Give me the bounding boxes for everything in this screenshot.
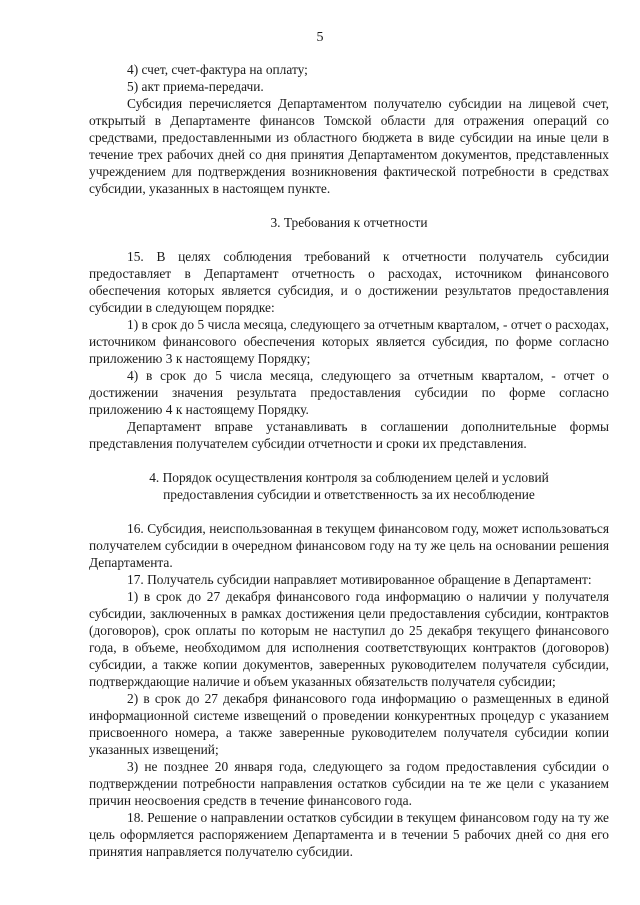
- text-line: субсидии, а также копии документов, заверенных руководителем получателя субсидии,: [89, 657, 609, 672]
- section-heading-4: [89, 469, 609, 503]
- text-line: 1) в срок до 27 декабря финансового года информацию о наличии у получателя: [127, 589, 609, 604]
- list-item-4: 4) счет, счет-фактура на оплату;: [127, 62, 308, 77]
- text-line: Департамента.: [89, 555, 173, 570]
- text-line: Департамент вправе устанавливать в соглашении дополнительные формы: [127, 419, 609, 434]
- document-body: [89, 61, 609, 860]
- paragraph-subsidy-transfer: [89, 95, 609, 197]
- text-line: присвоенного номера, а также заверенные руководителем получателя субсидии копии: [89, 725, 609, 740]
- paragraph-15-item-1: [89, 316, 609, 367]
- page-number: 5: [316, 30, 324, 45]
- text-line: достижении значения результата предоставления субсидии по форме согласно: [89, 385, 609, 400]
- text-line: открытый в Департаменте финансов Томской области для отражения операций со: [89, 113, 609, 128]
- text-line: года, в объеме, необходимом для исполнения соответствующих контрактов (договоров): [89, 640, 609, 655]
- paragraph-16: [89, 520, 609, 571]
- text-line: источником финансового обеспечения которых является субсидия, по форме согласно: [89, 334, 609, 349]
- text-line: указанных извещений;: [89, 742, 219, 757]
- paragraph-18: [89, 809, 609, 860]
- text-line: подтверждении потребности направления остатков субсидии на те же цели с указанием: [89, 776, 609, 791]
- text-line: 4) в срок до 5 числа месяца, следующего за отчетным кварталом, - отчет о: [127, 368, 609, 383]
- text-line: субсидии, указанных в настоящем пункте.: [89, 181, 331, 196]
- paragraph-15-department: [89, 418, 609, 452]
- text-line: субсидии в следующем порядке:: [89, 300, 275, 315]
- text-line: 2) в срок до 27 декабря финансового года информацию о размещенных в единой: [127, 691, 609, 706]
- text-line: предоставляет в Департамент отчетность о расходах, источником финансового: [89, 266, 609, 281]
- text-line: 15. В целях соблюдения требований к отчетности получатель субсидии: [127, 249, 609, 264]
- text-line: течение трех рабочих дней со дня принятия Департаментом документов, представленных: [89, 147, 609, 162]
- heading-line: предоставления субсидии и ответственность за их несоблюдение: [163, 487, 535, 502]
- section-heading-3: 3. Требования к отчетности: [270, 215, 428, 230]
- paragraph-15-item-4: [89, 367, 609, 418]
- text-line: информационной системе извещений о проведении конкурентных процедур с указанием: [89, 708, 609, 723]
- paragraph-17: 17. Получатель субсидии направляет мотивированное обращение в Департамент:: [127, 572, 592, 587]
- text-line: представления получателем субсидии отчетности и сроки их представления.: [89, 436, 527, 451]
- heading-line: 4. Порядок осуществления контроля за соблюдением целей и условий: [149, 470, 549, 485]
- list-item-5: 5) акт приема-передачи.: [127, 79, 264, 94]
- paragraph-17-item-1: [89, 588, 609, 690]
- text-line: цель оформляется распоряжением Департамента и в течении 5 рабочих дней со дня его: [89, 827, 609, 842]
- text-line: 1) в срок до 5 числа месяца, следующего за отчетным кварталом, - отчет о расходах,: [127, 317, 609, 332]
- text-line: 3) не позднее 20 января года, следующего за годом предоставления субсидии о: [127, 759, 609, 774]
- text-line: субсидии, заключенных в рамках достижения цели предоставления субсидии, контрактов: [89, 606, 609, 621]
- text-line: (договоров), срок оплаты по которым не наступил до 25 декабря текущего финансового: [89, 623, 609, 638]
- text-line: 18. Решение о направлении остатков субсидии в текущем финансовом году на ту же: [127, 810, 609, 825]
- text-line: получателем субсидии в очередном финансовом году на ту же цель на основании решения: [89, 538, 609, 553]
- text-line: причин неосвоения средств в течение финансового года.: [89, 793, 412, 808]
- text-line: Субсидия перечисляется Департаментом получателю субсидии на лицевой счет,: [127, 96, 609, 111]
- paragraph-17-item-2: [89, 690, 609, 758]
- text-line: подтверждающие наличие и объем указанных обязательств получателя субсидии;: [89, 674, 556, 689]
- text-line: средствами, предоставленными из областного бюджета в виде субсидии на иные цели в: [89, 130, 609, 145]
- text-line: 16. Субсидия, неиспользованная в текущем финансовом году, может использоваться: [127, 521, 609, 536]
- paragraph-17-item-3: [89, 758, 609, 809]
- text-line: приложению 4 к настоящему Порядку.: [89, 402, 309, 417]
- text-line: приложению 3 к настоящему Порядку;: [89, 351, 311, 366]
- text-line: принятия направляется получателю субсидии.: [89, 844, 353, 859]
- text-line: обеспечения которых является субсидия, и о достижении результатов предоставления: [89, 283, 609, 298]
- text-line: учреждением для подтверждения возникновения фактической потребности в средствах: [89, 164, 609, 179]
- paragraph-15: [89, 248, 609, 316]
